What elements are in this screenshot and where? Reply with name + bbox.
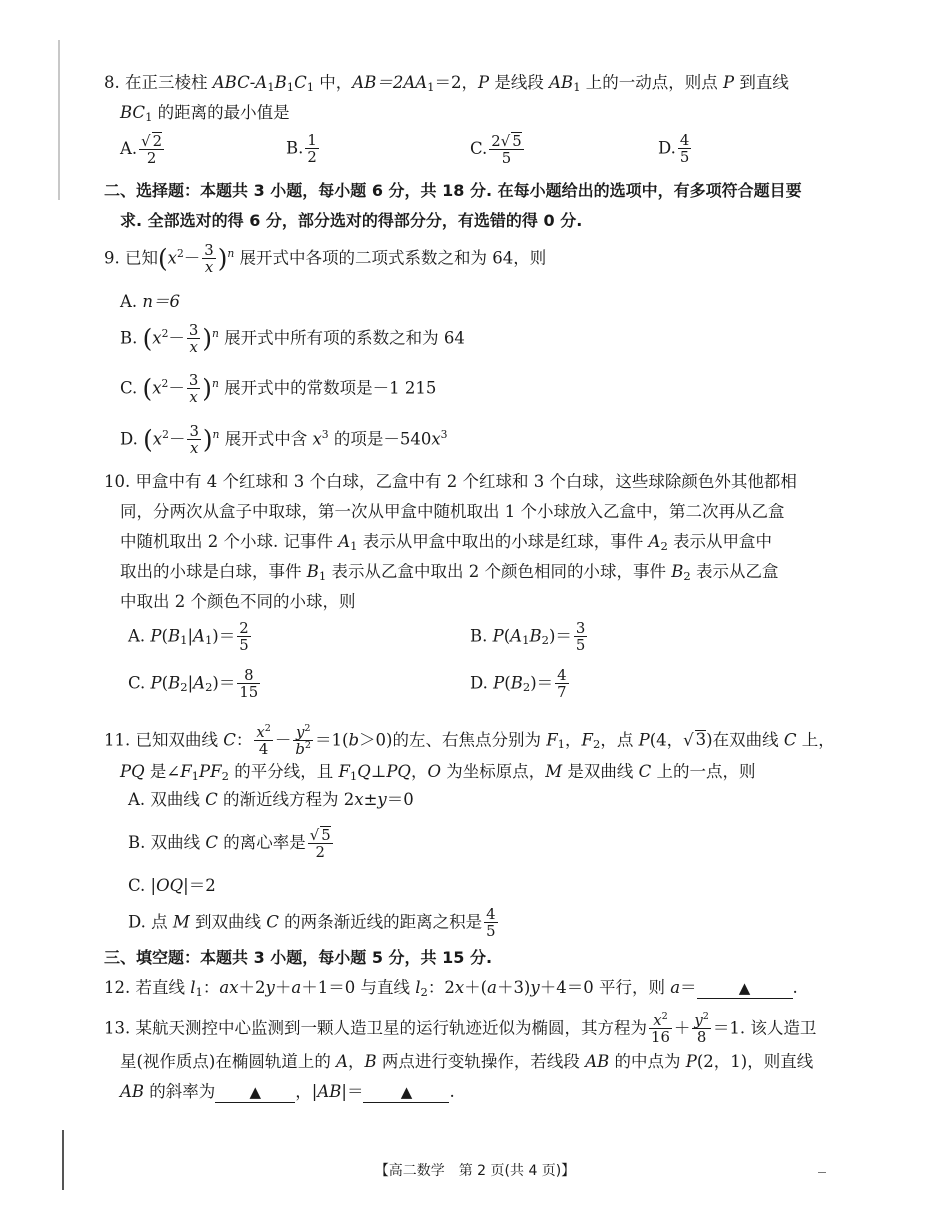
q9-option-b: B. ($x^2-$ $\frac{3}{x})^n$ 展开式中所有项的系数之和为 64 <box>120 321 465 357</box>
q10-option-b: B. $P(A_1B_2)=$ $\frac{3}{5}$ <box>470 619 586 655</box>
q10-stem-line1: 10. 甲盒中有 4 个红球和 3 个白球，乙盒中有 2 个红球和 3 个白球，这些球除颜色外其他都相 <box>104 472 797 491</box>
q8-stem-line1: 8. 在正三棱柱 ABC-$A_1B_1C_1$ 中，$AB=2AA_1=2$，P 是线段 $AB_1$ 上的一动点，则点 P 到直线 <box>104 73 789 94</box>
triangle-icon: ▲ <box>738 979 751 997</box>
q8-option-b: B. $\frac{1}{2}$ <box>286 131 317 167</box>
section-2-heading: 二、选择题：本题共 3 小题，每小题 6 分，共 18 分. 在每小题给出的选项中，有多项符合题目要 <box>104 181 802 200</box>
q13-length-blank[interactable] <box>363 1082 449 1103</box>
q11-stem-line2: PQ 是$\angle F_1PF_2$ 的平分线，且 $F_1Q\perp PQ$，O 为坐标原点，M 是双曲线 C 上的一点，则 <box>120 762 756 783</box>
q11-stem-line1: 11. 已知双曲线 C： $\frac{x^2}{4}$ － $\frac{y^2}{b^2}$ ＝1(b＞0)的左、右焦点分别为 $F_1$，$F_2$，点 P(4，√ 3)在双曲线 C 上， <box>104 723 835 759</box>
triangle-icon: ▲ <box>249 1083 262 1101</box>
q10-stem-line3: 中随机取出 2 个小球. 记事件 $A_1$ 表示从甲盒中取出的小球是红球，事件 $A_2$ 表示从甲盒中 <box>120 532 773 553</box>
triangle-icon: ▲ <box>400 1083 413 1101</box>
q10-stem-line5: 中取出 2 个颜色不同的小球，则 <box>120 592 356 611</box>
q9-stem: 9. 已知($x^2-$ $\frac{3}{x})^n$ 展开式中各项的二项式系数之和为 64，则 <box>104 241 547 277</box>
q11-option-d: D. 点 M 到双曲线 C 的两条渐近线的距离之积是 $\frac{4}{5}$ <box>128 905 496 941</box>
q11-option-a: A. 双曲线 C 的渐近线方程为 2x±y＝0 <box>128 790 414 809</box>
q12-stem: 12. 若直线 $l_1$：ax＋2y＋a＋1＝0 与直线 $l_2$：2x＋(a＋3)y＋4＝0 平行，则 a＝ ▲ . <box>104 978 798 999</box>
q8-option-a: A. $\frac{√ 2}{2}$ <box>120 132 163 168</box>
q10-stem-line4: 取出的小球是白球，事件 $B_1$ 表示从乙盒中取出 2 个颜色相同的小球，事件 $B_2$ 表示从乙盒 <box>120 562 779 583</box>
section-3-heading: 三、填空题：本题共 3 小题，每小题 5 分，共 15 分. <box>104 948 493 967</box>
q8-option-c: C. $\frac{2√ 5}{5}$ <box>470 132 522 168</box>
q8-stem-line2: $BC_1$ 的距离的最小值是 <box>120 103 290 124</box>
q10-option-d: D. $P(B_2)=$ $\frac{4}{7}$ <box>470 666 567 702</box>
q10-option-c: C. $P(B_2|A_2)=$ $\frac{8}{15}$ <box>128 666 259 702</box>
scan-mark <box>818 1172 826 1173</box>
q10-option-a: A. $P(B_1|A_1)=$ $\frac{2}{5}$ <box>128 619 249 655</box>
q9-option-a: A. n＝6 <box>120 292 181 311</box>
q10-stem-line2: 同，分两次从盒子中取球，第一次从甲盒中随机取出 1 个小球放入乙盒中，第二次再从乙盒 <box>120 502 785 521</box>
q9-option-d: D. ($x^2-$ $\frac{3}{x})^n$ 展开式中含 $x^3$ 的项是$-540x^3$ <box>120 422 448 458</box>
q12-answer-blank[interactable] <box>697 978 793 999</box>
scan-margin-line <box>58 40 60 200</box>
q13-slope-blank[interactable] <box>215 1082 295 1103</box>
q8-option-d: D. $\frac{4}{5}$ <box>658 131 690 167</box>
q11-option-c: C. |OQ|＝2 <box>128 876 216 895</box>
q11-option-b: B. 双曲线 C 的离心率是 $\frac{√ 5}{2}$ <box>128 826 331 862</box>
q13-stem-line1: 13. 某航天测控中心监测到一颗人造卫星的运行轨迹近似为椭圆，其方程为 $\frac{x^2}{16}$ ＋ $\frac{y^2}{8}$ ＝1. 该人造卫 <box>104 1011 817 1047</box>
q13-stem-line3: AB 的斜率为 ▲ ，|AB|＝ ▲ . <box>120 1082 455 1101</box>
q13-stem-line2: 星(视作质点)在椭圆轨道上的 A，B 两点进行变轨操作，若线段 AB 的中点为 P(2，1)，则直线 <box>120 1052 814 1071</box>
page-footer: 【高二数学 第 2 页(共 4 页)】 <box>374 1163 576 1179</box>
section-2-heading-cont: 求. 全部选对的得 6 分，部分选对的得部分分，有选错的得 0 分. <box>120 211 583 230</box>
q9-option-c: C. ($x^2-$ $\frac{3}{x})^n$ 展开式中的常数项是－1 215 <box>120 371 437 407</box>
